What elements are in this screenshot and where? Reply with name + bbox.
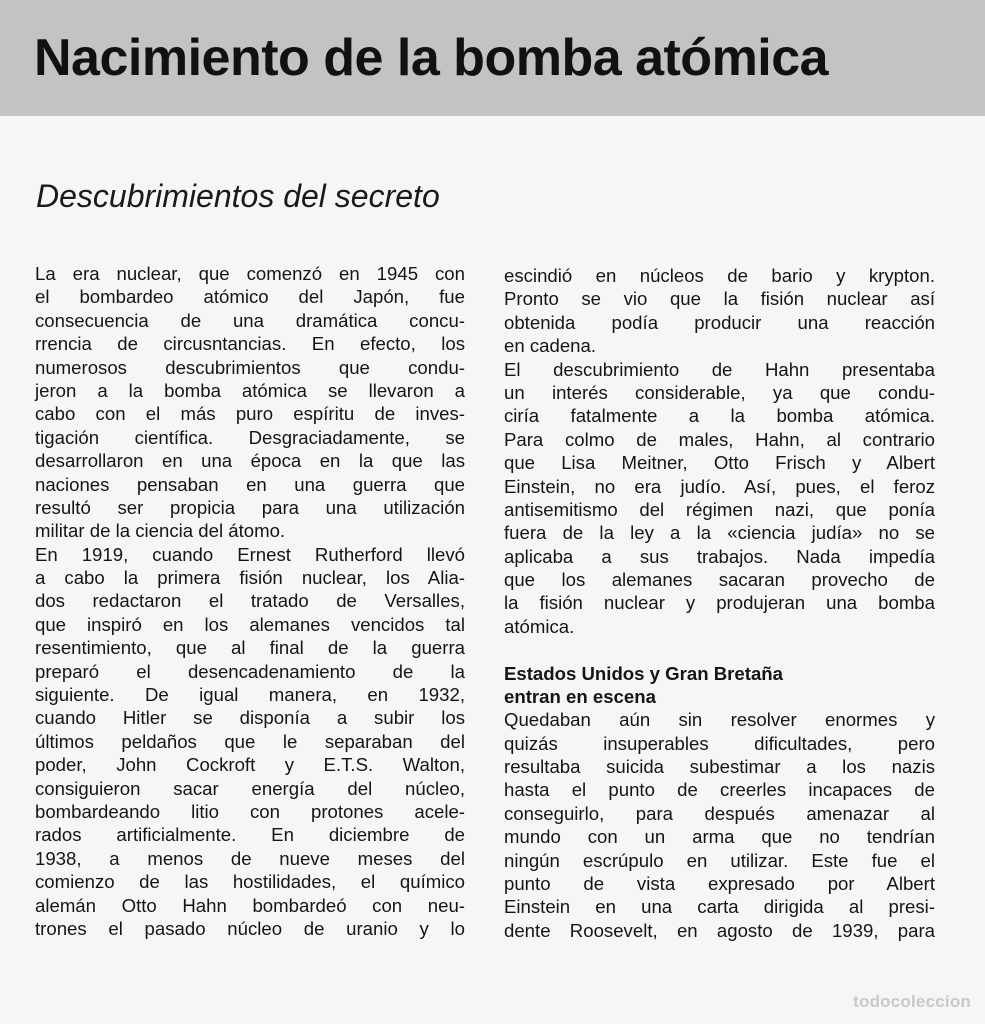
text-line: preparó el desencadenamiento de la bbox=[35, 660, 465, 682]
text-line: 1938, a menos de nueve meses del bbox=[35, 847, 465, 869]
text-line: el bombardeo atómico del Japón, fue bbox=[35, 286, 465, 308]
right-paragraph-3 bbox=[504, 708, 935, 942]
text-line: conseguirlo, para después amenazar al bbox=[504, 802, 935, 824]
text-line: ciría fatalmente a la bomba atómica. bbox=[504, 405, 935, 427]
text-line: cabo con el más puro espíritu de inves- bbox=[35, 403, 465, 425]
text-line: que Lisa Meitner, Otto Frisch y Albert bbox=[504, 452, 935, 474]
left-paragraph-2 bbox=[35, 543, 465, 941]
text-line: bombardeando litio con protones acele- bbox=[35, 800, 465, 822]
left-paragraph-1 bbox=[35, 262, 465, 543]
right-paragraph-2 bbox=[504, 358, 935, 639]
text-line: dente Roosevelt, en agosto de 1939, para bbox=[504, 919, 935, 941]
text-line: la fisión nuclear y produjeran una bomba bbox=[504, 592, 935, 614]
text-line: mundo con un arma que no tendrían bbox=[504, 826, 935, 848]
text-line: comienzo de las hostilidades, el químico bbox=[35, 871, 465, 893]
text-line: fuera de la ley a la «ciencia judía» no se bbox=[504, 522, 935, 544]
text-line: cuando Hitler se disponía a subir los bbox=[35, 707, 465, 729]
text-line: alemán Otto Hahn bombardeó con neu- bbox=[35, 894, 465, 916]
text-line: En 1919, cuando Ernest Rutherford llevó bbox=[35, 543, 465, 565]
text-line: que inspiró en los alemanes vencidos tal bbox=[35, 613, 465, 635]
text-line: desarrollaron en una época en la que las bbox=[35, 450, 465, 472]
paragraph-gap bbox=[504, 638, 935, 662]
text-line: que los alemanes sacaran provecho de bbox=[504, 569, 935, 591]
text-line: Para colmo de males, Hahn, al contrario bbox=[504, 428, 935, 450]
text-line: a cabo la primera fisión nuclear, los Alia- bbox=[35, 567, 465, 589]
text-line: ningún escrúpulo en utilizar. Este fue el bbox=[504, 849, 935, 871]
text-line: atómica. bbox=[504, 615, 575, 637]
text-line: rrencia de circusntancias. En efecto, los bbox=[35, 333, 465, 355]
text-line: un interés considerable, ya que condu- bbox=[504, 381, 935, 403]
right-column bbox=[504, 264, 935, 942]
text-line: Quedaban aún sin resolver enormes y bbox=[504, 709, 935, 731]
text-line: aplicaba a sus trabajos. Nada impedía bbox=[504, 545, 935, 567]
text-line: La era nuclear, que comenzó en 1945 con bbox=[35, 263, 465, 284]
text-line: resultaba suicida subestimar a los nazis bbox=[504, 756, 935, 778]
text-line: hasta el punto de creerles incapaces de bbox=[504, 779, 935, 801]
text-line: consecuencia de una dramática concu- bbox=[35, 309, 465, 331]
text-line: siguiente. De igual manera, en 1932, bbox=[35, 684, 465, 706]
text-line: dos redactaron el tratado de Versalles, bbox=[35, 590, 465, 612]
text-line: militar de la ciencia del átomo. bbox=[35, 520, 286, 542]
text-line: jeron a la bomba atómica se llevaron a bbox=[35, 379, 465, 401]
text-line: rados artificialmente. En diciembre de bbox=[35, 824, 465, 846]
text-line: quizás insuperables dificultades, pero bbox=[504, 732, 935, 754]
text-line: Einstein en una carta dirigida al presi- bbox=[504, 896, 935, 918]
section-heading-line: entran en escena bbox=[504, 686, 656, 708]
text-line: antisemitismo del régimen nazi, que ponía bbox=[504, 498, 935, 520]
text-line: resentimiento, que al final de la guerra bbox=[35, 637, 465, 659]
text-line: punto de vista expresado por Albert bbox=[504, 872, 935, 894]
text-line: escindió en núcleos de bario y krypton. bbox=[504, 265, 935, 286]
section-subtitle: Descubrimientos del secreto bbox=[36, 178, 440, 214]
text-line: en cadena. bbox=[504, 335, 597, 357]
text-line: resultó ser propicia para una utilización bbox=[35, 496, 465, 518]
section-heading-line: Estados Unidos y Gran Bretaña bbox=[504, 663, 783, 685]
text-line: obtenida podía producir una reacción bbox=[504, 311, 935, 333]
watermark: todocoleccion bbox=[853, 992, 971, 1011]
text-line: numerosos descubrimientos que condu- bbox=[35, 356, 465, 378]
text-line: últimos peldaños que le separaban del bbox=[35, 730, 465, 752]
text-line: trones el pasado núcleo de uranio y lo bbox=[35, 917, 465, 939]
text-line: poder, John Cockroft y E.T.S. Walton, bbox=[35, 754, 465, 776]
page-title: Nacimiento de la bomba atómica bbox=[34, 29, 829, 87]
text-line: Pronto se vio que la fisión nuclear así bbox=[504, 288, 935, 310]
text-line: naciones pensaban en una guerra que bbox=[35, 473, 465, 495]
section-heading bbox=[504, 662, 935, 708]
text-line: consiguieron sacar energía del núcleo, bbox=[35, 777, 465, 799]
text-line: El descubrimiento de Hahn presentaba bbox=[504, 358, 935, 380]
text-line: tigación científica. Desgraciadamente, se bbox=[35, 426, 465, 448]
left-column bbox=[35, 262, 465, 940]
text-line: Einstein, no era judío. Así, pues, el feroz bbox=[504, 475, 935, 497]
right-paragraph-1 bbox=[504, 264, 935, 358]
